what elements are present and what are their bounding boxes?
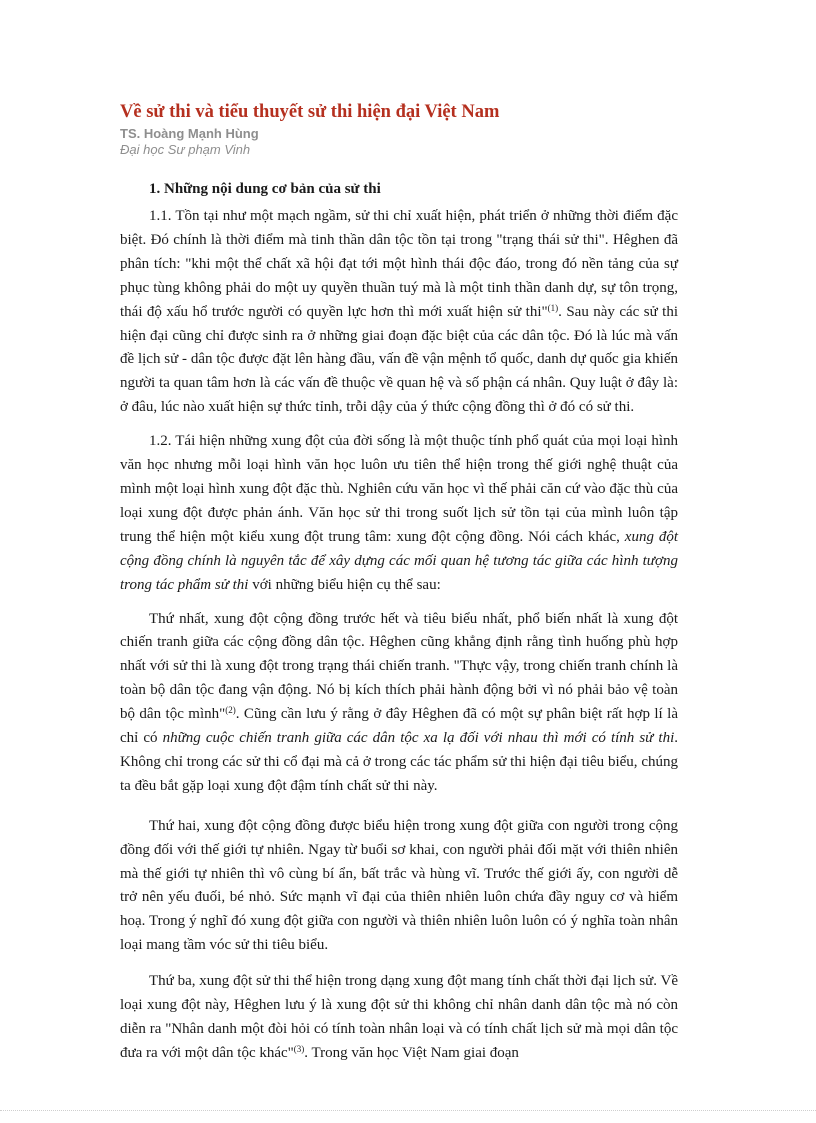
- section-heading: 1. Những nội dung cơ bản của sử thi: [149, 181, 381, 197]
- paragraph-text: Thứ nhất, xung đột cộng đồng trước hết và tiêu biểu nhất, phổ biến nhất là xung đột chiến tranh giữa các cộng đồng dân tộc. Hêghen cũng khẳng định rằng tình huống phù hợp nhất với sử thi là xung đột trong trạng thái chiến tranh. "Thực vậy, trong chiến tranh chính là toàn bộ dân tộc đang vận động. Nó bị kích thích phải hành động bởi vì nó phải bảo vệ toàn bộ dân tộc mình": [120, 610, 678, 723]
- paragraph-second-point: Thứ hai, xung đột cộng đồng được biểu hiện trong xung đột giữa con người trong cộng đồng đối với thế giới tự nhiên. Ngay từ buổi sơ khai, con người phải đối mặt với thiên nhiên mà thế giới tự nhiên thì vô cùng bí ẩn, bất trắc và hùng vĩ. Trước thế giới ấy, con người dễ trở nên yếu đuối, bé nhỏ. Sức mạnh vĩ đại của thiên nhiên luôn chứa đầy nguy cơ và hiểm hoạ. Trong ý nghĩ đó xung đột giữa con người và thiên nhiên luôn luôn có ý nghĩa toàn nhân loại mang tầm vóc sử thi tiêu biểu.: [120, 817, 678, 954]
- paragraph-text: . Cũng cần lưu ý rằng ở đây Hêghen đã có một sự phân biệt rất hợp lí là chỉ có: [120, 706, 678, 747]
- page-bottom-divider: [0, 1110, 816, 1111]
- footnote-ref-1: (1): [547, 302, 559, 313]
- paragraph-1-1: [120, 205, 678, 420]
- emphasis-text: xung đột cộng đồng chính là nguyên tắc để xây dựng các mối quan hệ tương tác giữa các hình tượng trong tác phẩm sử thi: [120, 528, 679, 593]
- paragraph-1-2: [120, 430, 678, 597]
- paragraph-text: 1.1. Tồn tại như một mạch ngầm, sử thi chỉ xuất hiện, phát triển ở những thời điểm đặc biệt. Đó chính là thời điểm mà tinh thần dân tộc tồn tại trong "trạng thái sử thi". Hêghen đã phân tích: "khi một thể chất xã hội đạt tới một hình thái độc đáo, trong đó nền tảng của sự phục tùng không phải do một uy quyền thuần tuý mà là một tinh thần danh dự, sự tôn trọng, thái độ xấu hổ trước người có quyền lực hơn thì mới xuất hiện sử thi": [120, 208, 678, 320]
- footnote-ref-2: (2): [225, 705, 236, 716]
- emphasis-text: những cuộc chiến tranh giữa các dân tộc xa lạ đối với nhau thì mới có tính sử thi: [162, 730, 675, 747]
- author-affiliation: Đại học Sư phạm Vinh: [120, 142, 251, 157]
- paragraph-text: . Sau này các sử thi hiện đại cũng chỉ được sinh ra ở những giai đoạn đặc biệt của các dân tộc. Đó là lúc mà vấn đề lịch sử - dân tộc được đặt lên hàng đầu, vấn đề vận mệnh tổ quốc, danh dự quốc gia khiến người ta quan tâm hơn là các vấn đề thuộc về quan hệ và số phận cá nhân. Quy luật ở đây là: ở đâu, lúc nào xuất hiện sự thức tỉnh, trỗi dậy của ý thức cộng đồng thì ở đó có sử thi.: [120, 303, 678, 416]
- footnote-ref-3: (3): [293, 1043, 305, 1054]
- paragraph-text: 1.2. Tái hiện những xung đột của đời sống là một thuộc tính phổ quát của mọi loại hình văn học nhưng mỗi loại hình văn học luôn ưu tiên thể hiện trong thế giới nghệ thuật của mình một loại hình xung đột đặc thù. Nghiên cứu văn học vì thế phải căn cứ vào đặc thù của loại xung đột được phản ánh. Văn học sử thi trong suốt lịch sử tồn tại của mình luôn tập trung thể hiện một kiểu xung đột trung tâm: xung đột cộng đồng. Nói cách khác,: [120, 433, 678, 545]
- paragraph-first-point: [120, 608, 678, 799]
- paragraph-text: Thứ ba, xung đột sử thi thể hiện trong dạng xung đột mang tính chất thời đại lịch sử. Về loại xung đột này, Hêghen lưu ý là xung đột sử thi không chỉ nhân danh dân tộc mà nó còn diễn ra "Nhân danh một đòi hỏi có tính toàn nhân loại và có tính chất lịch sử mà mọi dân tộc đưa ra với một dân tộc khác": [120, 973, 678, 1061]
- paragraph-text: . Trong văn học Việt Nam giai đoạn: [304, 1044, 519, 1061]
- paragraph-third-point: [120, 970, 678, 1066]
- paragraph-text: . Không chỉ trong các sử thi cổ đại mà cả ở trong các tác phẩm sử thi hiện đại tiêu biểu, chúng ta đều bắt gặp loại xung đột đậm tính chất sử thi này.: [120, 730, 679, 794]
- paragraph-text: với những biểu hiện cụ thể sau:: [248, 576, 441, 593]
- article-title: Về sử thi và tiểu thuyết sử thi hiện đại Việt Nam: [120, 102, 500, 122]
- author-name: TS. Hoàng Mạnh Hùng: [120, 126, 259, 141]
- article-body: [120, 100, 678, 1066]
